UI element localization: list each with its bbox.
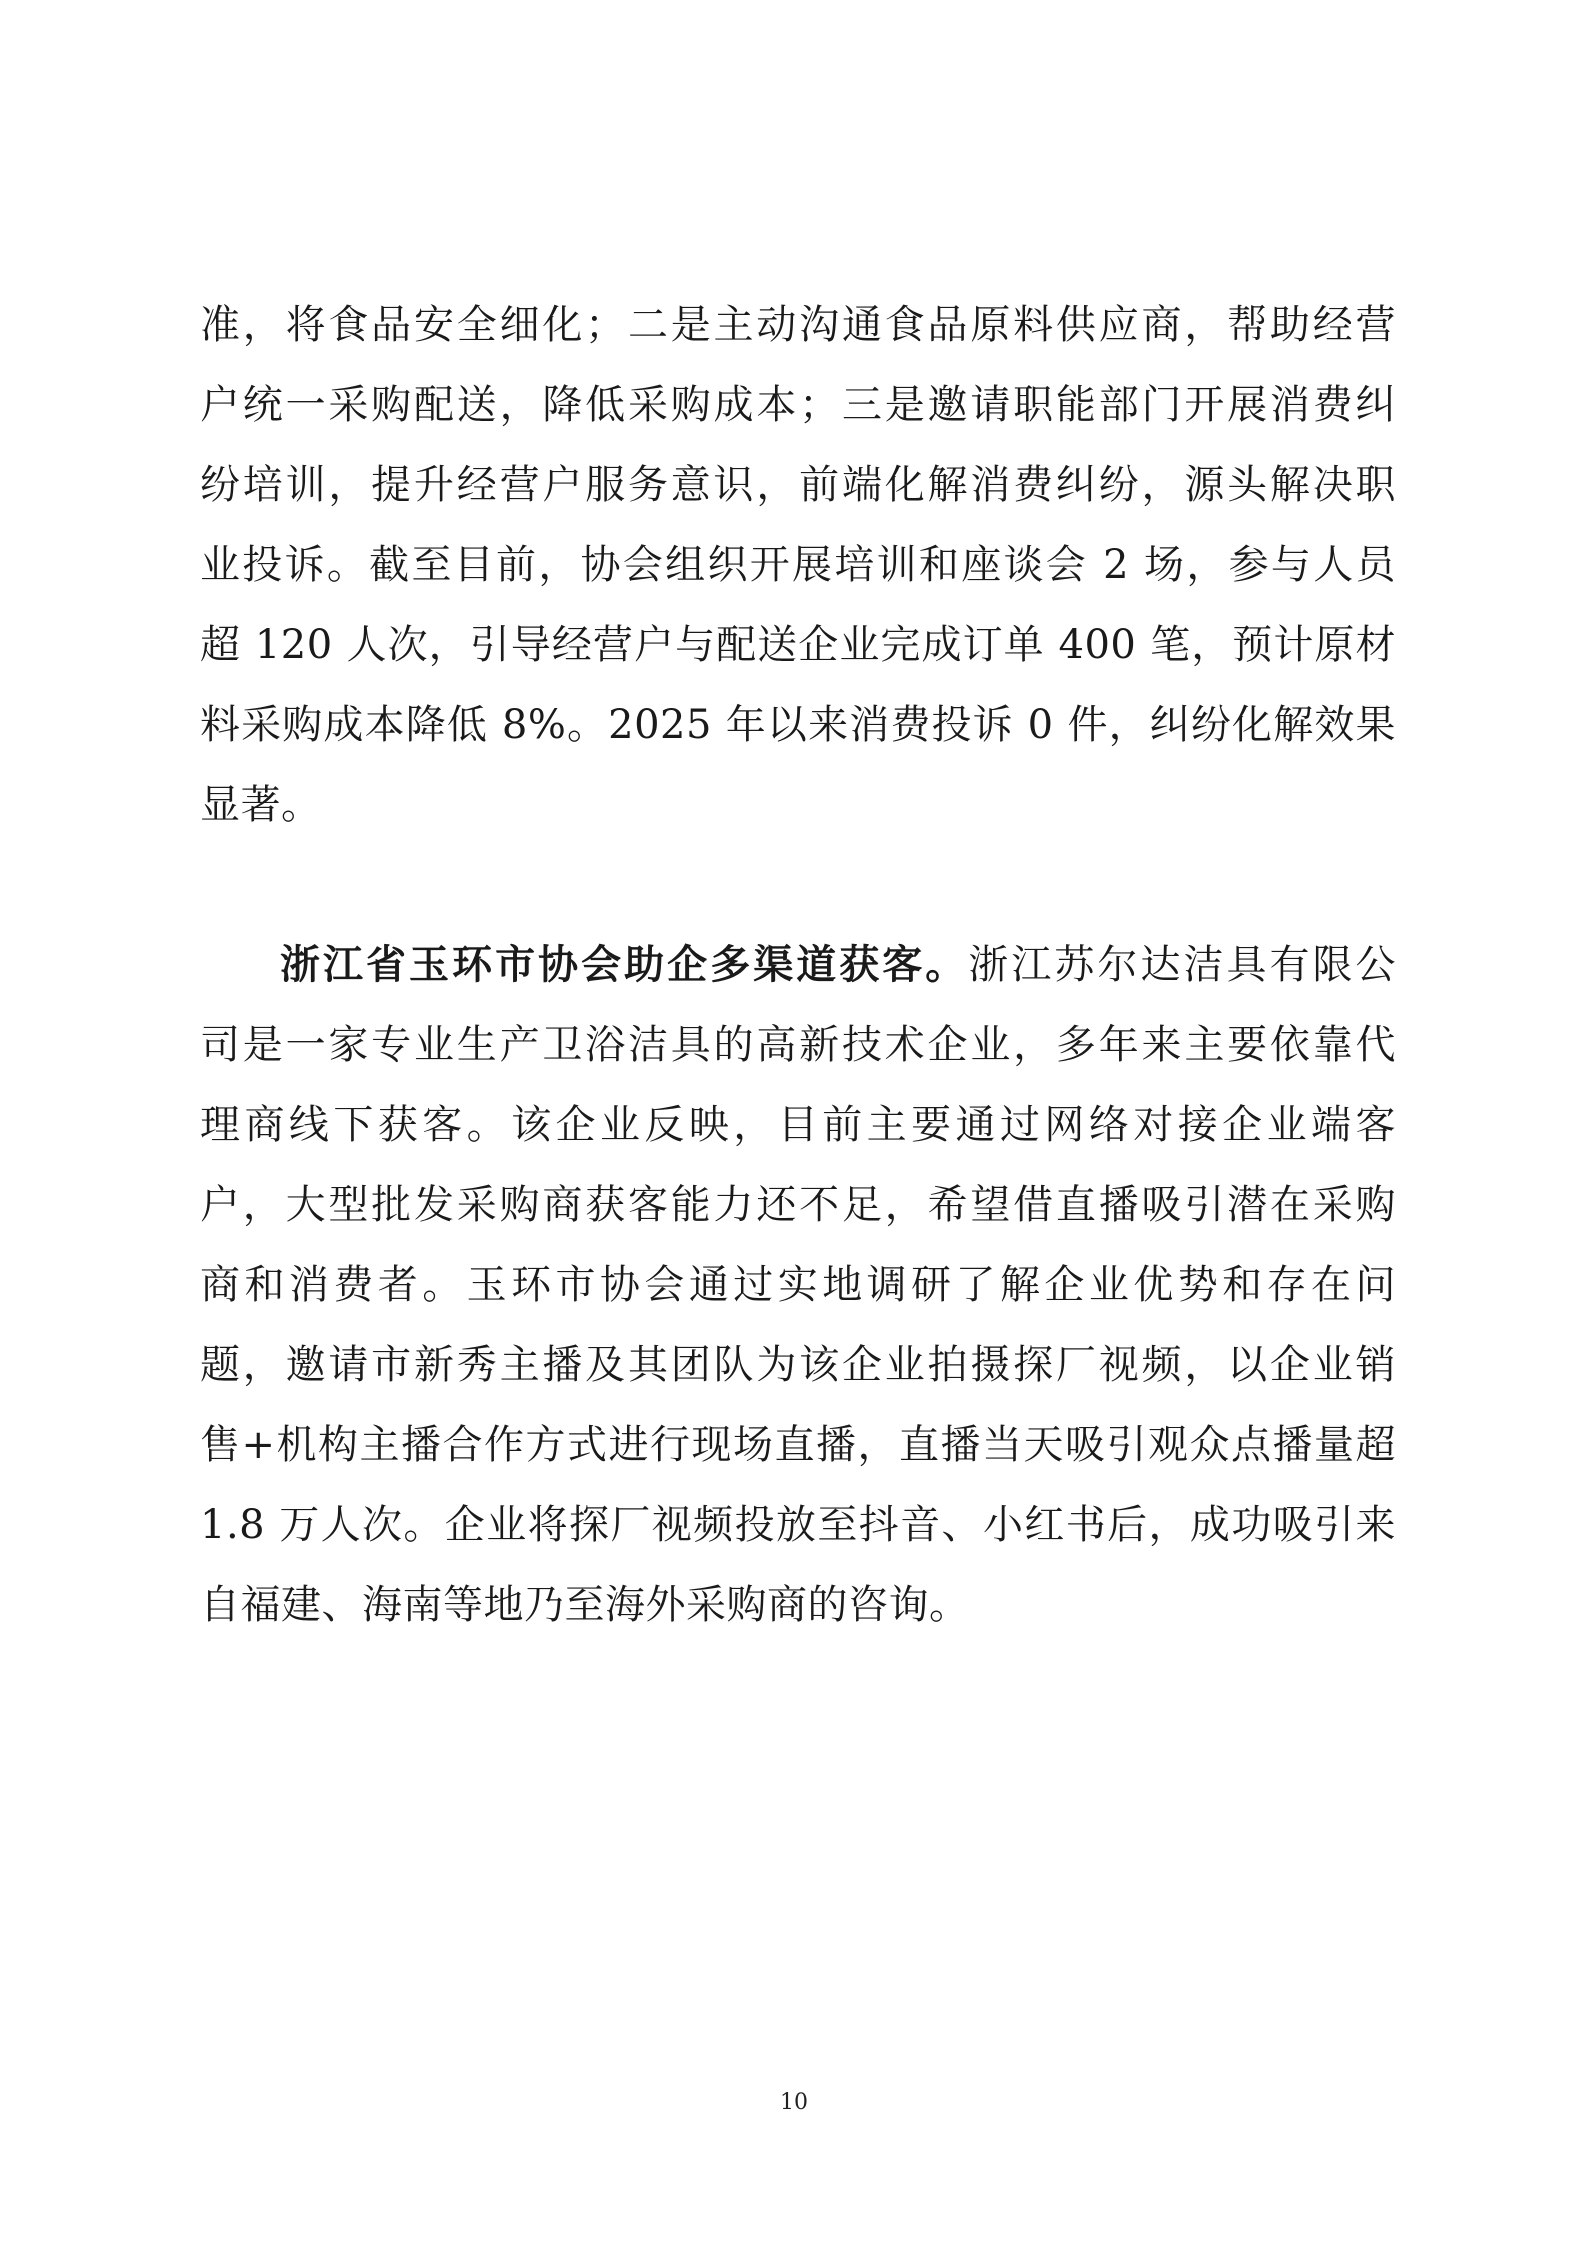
paragraph-2 bbox=[200, 925, 1396, 1645]
paragraph-2-first-line bbox=[200, 925, 1396, 1005]
paragraph-1-line: 纷培训，提升经营户服务意识，前端化解消费纠纷，源头解决职 bbox=[200, 462, 1396, 508]
paragraph-2-line: 商和消费者。玉环市协会通过实地调研了解企业优势和存在问 bbox=[200, 1262, 1396, 1308]
paragraph-2-heading: 浙江省玉环市协会助企多渠道获客。 bbox=[280, 941, 969, 988]
paragraph-1-line: 超 120 人次，引导经营户与配送企业完成订单 400 笔，预计原材 bbox=[200, 622, 1396, 668]
paragraph-2-line: 自福建、海南等地乃至海外采购商的咨询。 bbox=[200, 1582, 970, 1628]
paragraph-2-first-line-text: 浙江苏尔达洁具有限公 bbox=[968, 942, 1397, 988]
paragraph-1-line: 准，将食品安全细化；二是主动沟通食品原料供应商，帮助经营 bbox=[200, 302, 1396, 348]
paragraph-2-line: 售+机构主播合作方式进行现场直播，直播当天吸引观众点播量超 bbox=[200, 1422, 1396, 1468]
paragraph-1-line: 料采购成本降低 8%。2025 年以来消费投诉 0 件，纠纷化解效果 bbox=[200, 702, 1396, 748]
paragraph-1-line: 业投诉。截至目前，协会组织开展培训和座谈会 2 场，参与人员 bbox=[200, 542, 1396, 588]
paragraph-2-line: 题，邀请市新秀主播及其团队为该企业拍摄探厂视频，以企业销 bbox=[200, 1342, 1396, 1388]
paragraph-2-line: 司是一家专业生产卫浴洁具的高新技术企业，多年来主要依靠代 bbox=[200, 1022, 1396, 1068]
paragraph-2-line: 户，大型批发采购商获客能力还不足，希望借直播吸引潜在采购 bbox=[200, 1182, 1396, 1228]
paragraph-2-line: 1.8 万人次。企业将探厂视频投放至抖音、小红书后，成功吸引来 bbox=[200, 1502, 1396, 1548]
paragraph-2-line: 理商线下获客。该企业反映，目前主要通过网络对接企业端客 bbox=[200, 1102, 1396, 1148]
paragraph-1 bbox=[200, 285, 1396, 845]
page-number: 10 bbox=[780, 2090, 808, 2115]
paragraph-1-line: 户统一采购配送，降低采购成本；三是邀请职能部门开展消费纠 bbox=[200, 382, 1396, 428]
paragraph-1-line: 显著。 bbox=[200, 782, 322, 828]
